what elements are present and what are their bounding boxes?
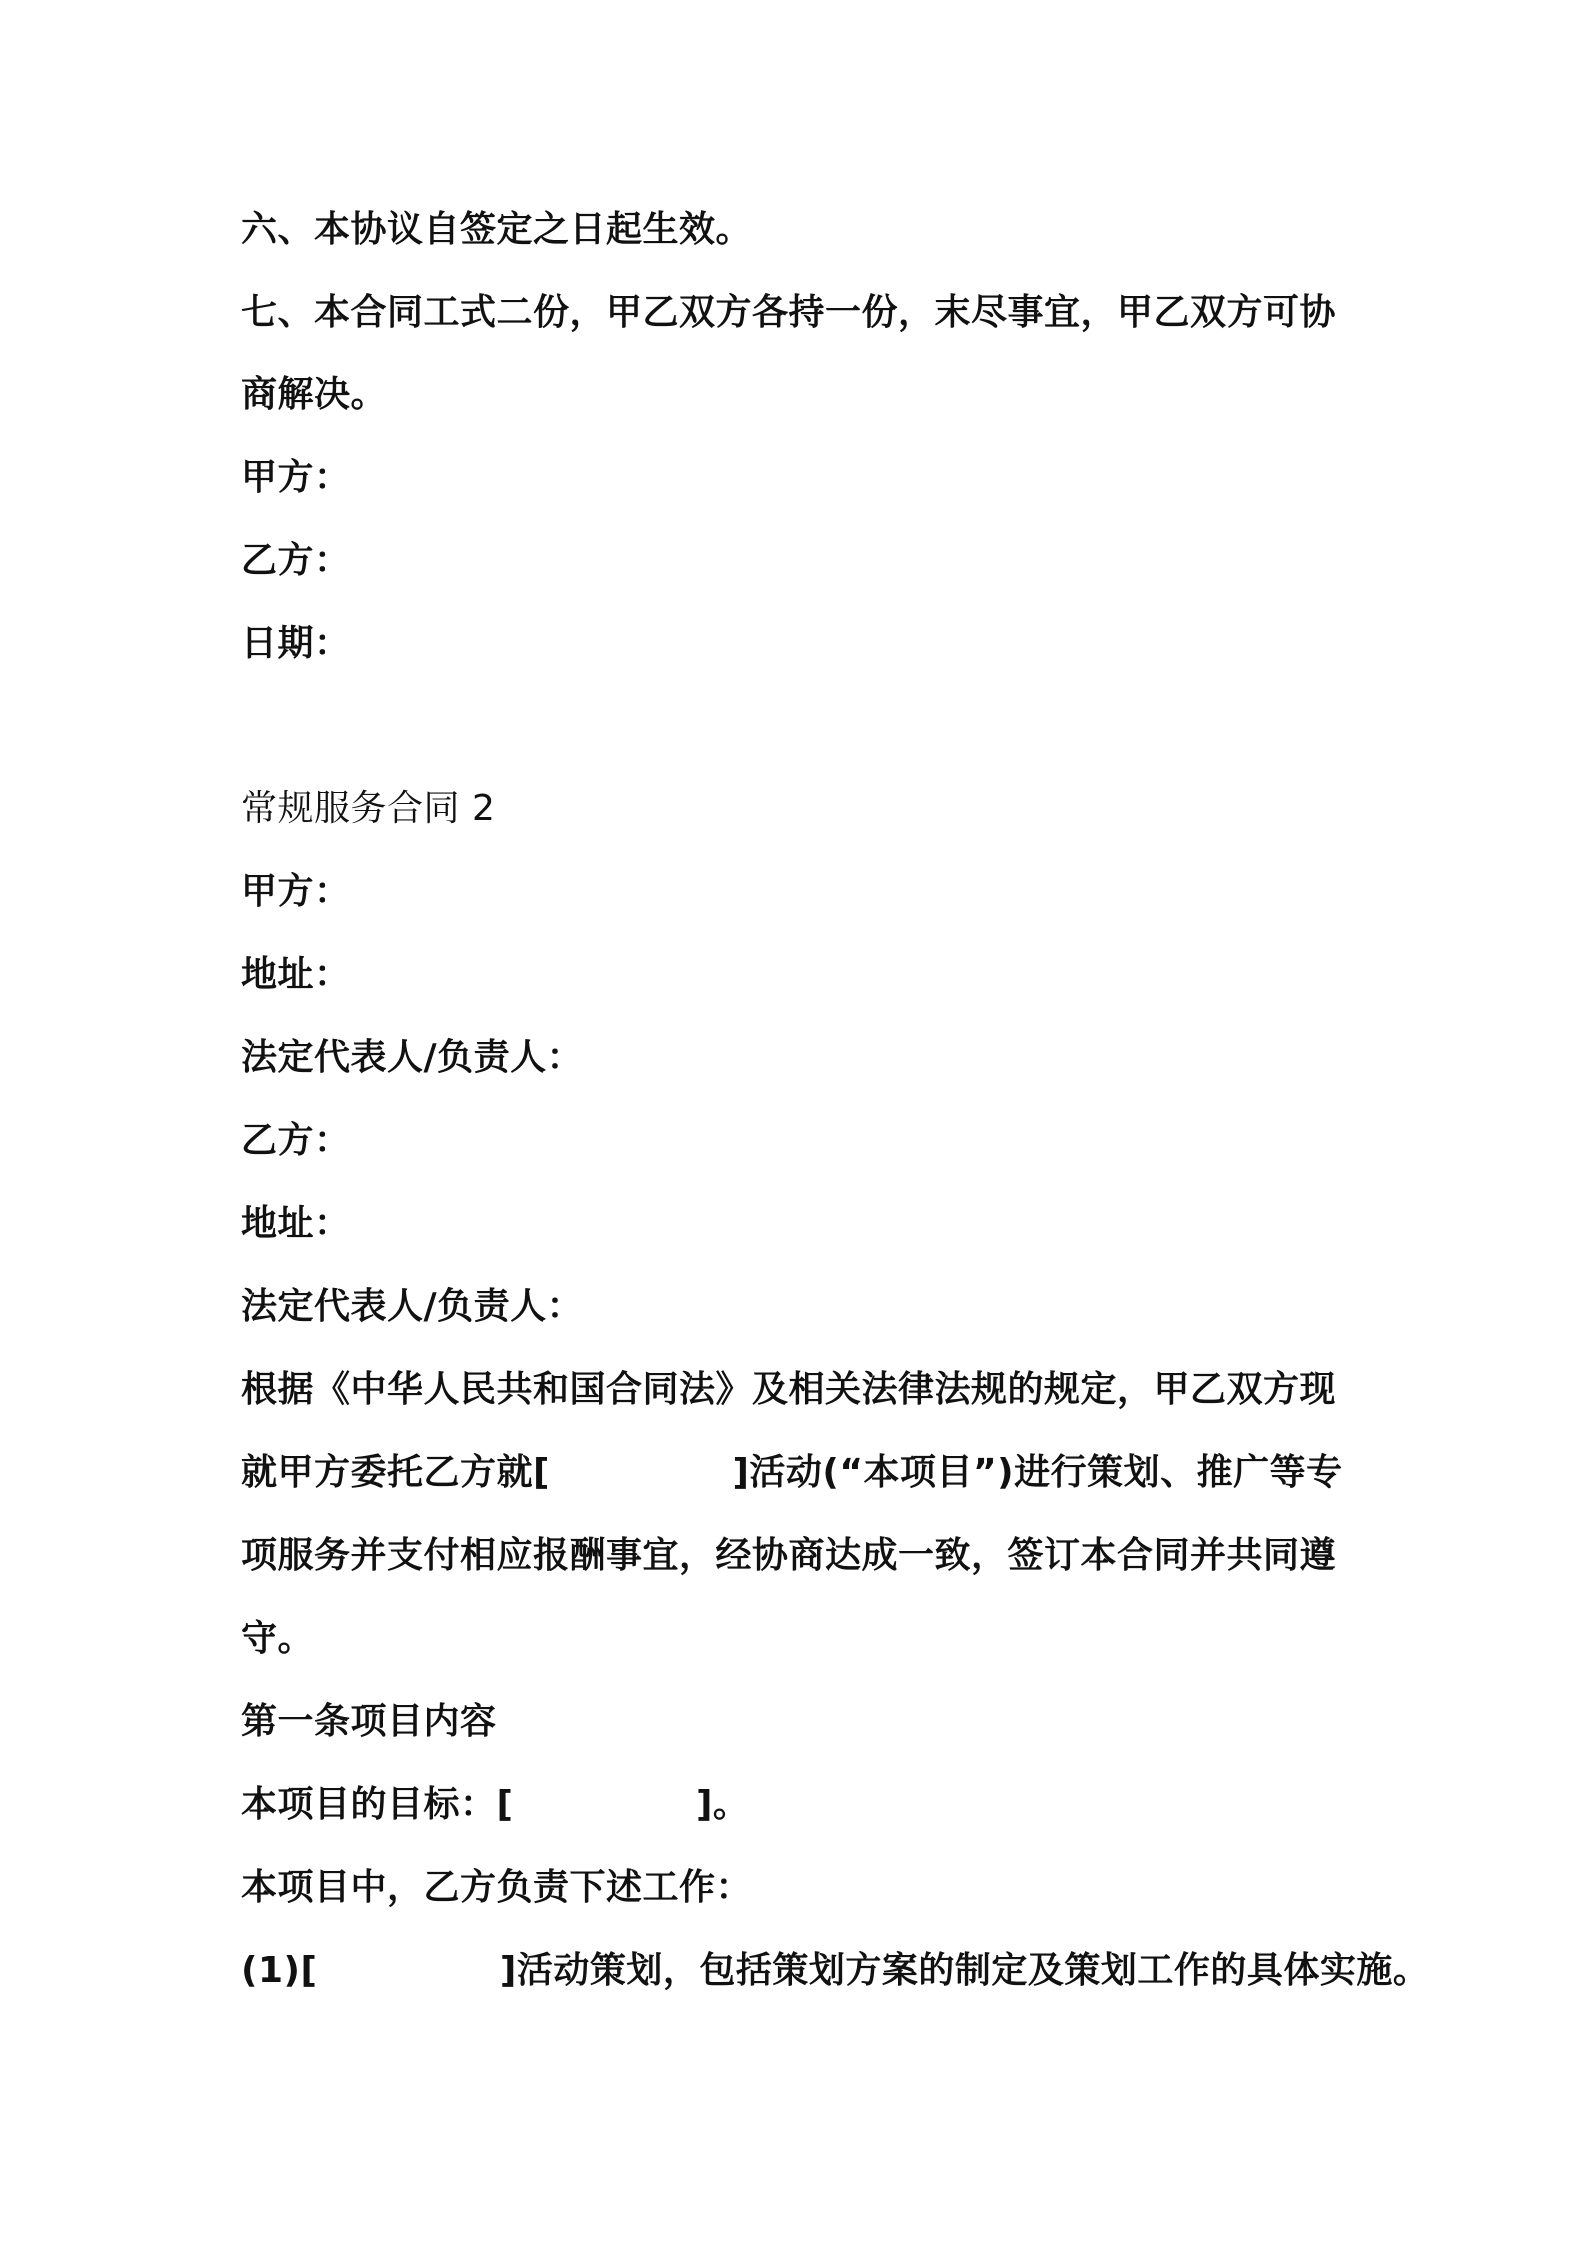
preamble-line-4: 守。	[241, 1618, 315, 1659]
clause-7-line-2: 商解决。	[241, 374, 388, 415]
preamble-line-3: 项服务并支付相应报酬事宜，经协商达成一致，签订本合同并共同遵	[241, 1535, 1337, 1576]
party-a-address: 地址：	[241, 954, 351, 995]
party-b-field: 乙方：	[241, 1120, 351, 1161]
article-1-heading: 第一条项目内容	[241, 1701, 497, 1742]
party-a-field: 甲方：	[241, 871, 351, 912]
clause-7-line-1: 七、本合同工式二份，甲乙双方各持一份，末尽事宜，甲乙双方可协	[241, 292, 1337, 333]
clause-6: 六、本协议自签定之日起生效。	[241, 209, 753, 250]
preamble-line-1: 根据《中华人民共和国合同法》及相关法律法规的规定，甲乙双方现	[241, 1369, 1337, 1410]
project-goal-line: 本项目的目标：[ ]。	[241, 1784, 750, 1825]
duty-item-1: (1)[ ]活动策划，包括策划方案的制定及策划工作的具体实施。	[241, 1950, 1430, 1991]
party-b-label: 乙方：	[241, 540, 351, 581]
party-a-representative: 法定代表人/负责人：	[241, 1037, 584, 1078]
party-b-address: 地址：	[241, 1203, 351, 1244]
party-b-duties-line: 本项目中，乙方负责下述工作：	[241, 1867, 753, 1908]
date-label: 日期：	[241, 623, 351, 664]
contract-title: 常规服务合同 2	[241, 788, 496, 829]
preamble-line-2: 就甲方委托乙方就[ ]活动(“本项目”)进行策划、推广等专	[241, 1452, 1343, 1493]
party-b-representative: 法定代表人/负责人：	[241, 1286, 584, 1327]
party-a-label: 甲方：	[241, 457, 351, 498]
